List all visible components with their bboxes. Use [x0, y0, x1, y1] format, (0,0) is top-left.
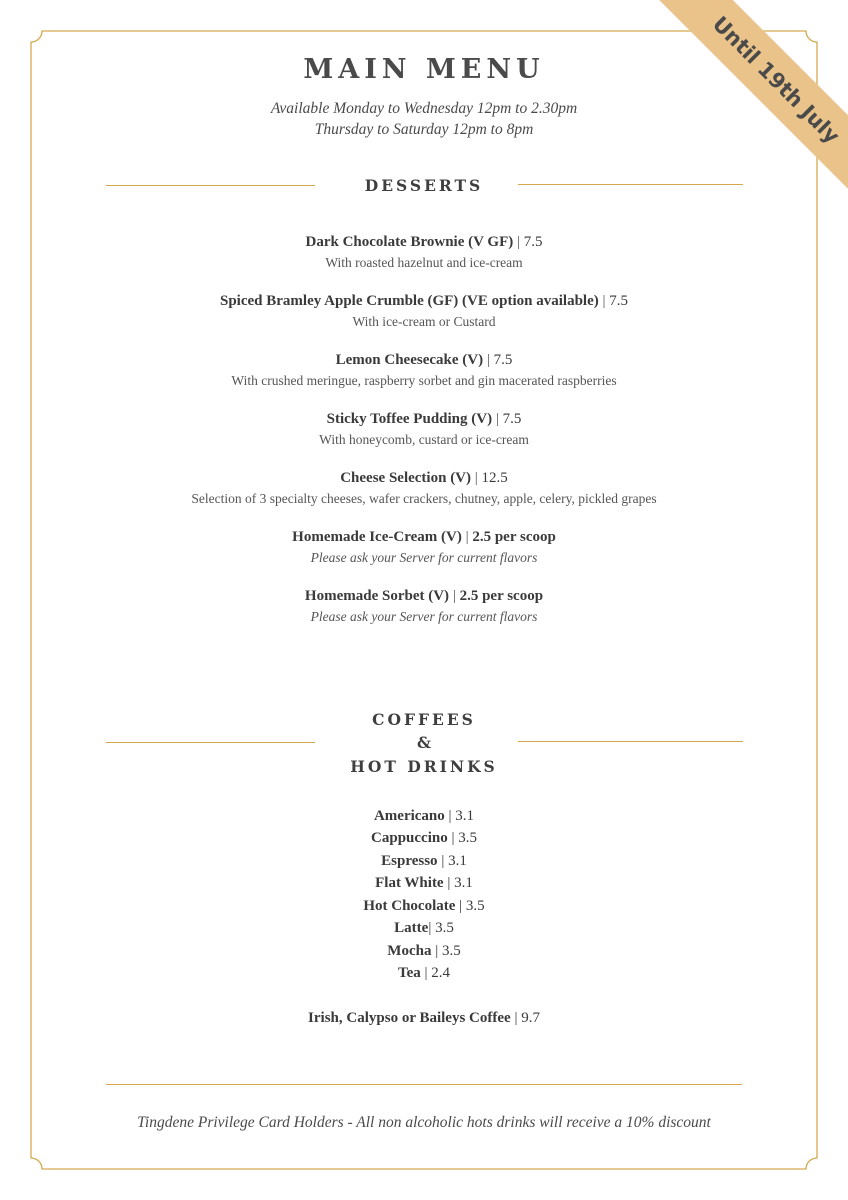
- drink-name: Hot Chocolate: [363, 898, 456, 914]
- drink-price: 3.1: [448, 853, 467, 869]
- dessert-price: 7.5: [523, 234, 543, 250]
- dessert-name: Spiced Bramley Apple Crumble (GF) (VE option available): [219, 293, 599, 309]
- hot-drinks-heading: HOT DRINKS: [350, 757, 498, 776]
- footer-rule: [106, 1084, 742, 1085]
- dessert-item-name: Lemon Cheesecake (V) | 7.5: [335, 352, 513, 368]
- drink-item: Irish, Calypso or Baileys Coffee | 9.7: [308, 1010, 540, 1026]
- drink-item: Tea | 2.4: [397, 965, 451, 981]
- dessert-price: 12.5: [481, 470, 508, 486]
- drink-price: 3.1: [454, 875, 473, 891]
- dessert-item-name: Homemade Ice-Cream (V) | 2.5 per scoop: [292, 529, 556, 545]
- coffees-rule-left: [106, 742, 315, 743]
- dessert-name: Cheese Selection (V): [340, 470, 472, 486]
- dessert-description: Selection of 3 specialty cheeses, wafer crackers, chutney, apple, celery, pickled grapes: [191, 491, 657, 506]
- dessert-item-name: Spiced Bramley Apple Crumble (GF) (VE option available) | 7.5: [219, 293, 628, 309]
- dessert-description: With roasted hazelnut and ice-cream: [325, 255, 523, 270]
- dessert-name: Homemade Ice-Cream (V): [292, 529, 462, 545]
- dessert-name: Dark Chocolate Brownie (V GF): [305, 234, 514, 250]
- dessert-price: 7.5: [609, 293, 628, 309]
- drink-item: Cappuccino | 3.5: [371, 830, 477, 846]
- drink-price: 2.4: [431, 965, 451, 981]
- drink-name: Cappuccino: [371, 830, 448, 846]
- drink-name: Americano: [373, 808, 445, 824]
- page-title: MAIN MENU: [303, 54, 545, 85]
- drink-price: 9.7: [521, 1010, 540, 1026]
- dessert-price: 2.5 per scoop: [459, 588, 544, 604]
- footer-discount-note: Tingdene Privilege Card Holders - All non alcoholic hots drinks will receive a 10% discount: [137, 1114, 711, 1131]
- dessert-item-name: Sticky Toffee Pudding (V) | 7.5: [326, 411, 522, 427]
- dessert-item-name: Cheese Selection (V) | 12.5: [340, 470, 508, 486]
- dessert-name: Lemon Cheesecake (V): [335, 352, 484, 368]
- dessert-description: Please ask your Server for current flavors: [310, 609, 538, 624]
- dessert-price: 7.5: [493, 352, 513, 368]
- drink-price: 3.5: [458, 830, 477, 846]
- desserts-heading: DESSERTS: [364, 176, 484, 195]
- ribbon-label: Until 19th July: [652, 0, 848, 200]
- dessert-name: Sticky Toffee Pudding (V): [326, 411, 493, 427]
- dessert-price: 2.5 per scoop: [472, 529, 556, 545]
- drink-price: 3.1: [455, 808, 475, 824]
- dessert-price: 7.5: [502, 411, 522, 427]
- dessert-item-name: Dark Chocolate Brownie (V GF) | 7.5: [305, 234, 543, 250]
- drink-item: Latte| 3.5: [394, 920, 454, 936]
- drink-name: Irish, Calypso or Baileys Coffee: [308, 1010, 511, 1026]
- dessert-name: Homemade Sorbet (V): [304, 588, 450, 604]
- dessert-item-name: Homemade Sorbet (V) | 2.5 per scoop: [304, 588, 544, 604]
- coffees-rule-right: [518, 741, 743, 742]
- hours-line-2: Thursday to Saturday 12pm to 8pm: [314, 121, 534, 138]
- drink-item: Americano | 3.1: [373, 808, 475, 824]
- drink-price: 3.5: [465, 898, 485, 914]
- hours-line-1: Available Monday to Wednesday 12pm to 2.30pm: [270, 100, 578, 117]
- drink-price: 3.5: [441, 943, 461, 959]
- drink-price: 3.5: [435, 920, 454, 936]
- drink-name: Mocha: [387, 943, 432, 959]
- coffees-heading-ampersand: &: [417, 733, 431, 752]
- drink-item: Mocha | 3.5: [387, 943, 461, 959]
- dessert-description: With crushed meringue, raspberry sorbet and gin macerated raspberries: [231, 373, 617, 388]
- drink-name: Flat White: [375, 875, 444, 891]
- drink-item: Espresso | 3.1: [381, 853, 467, 869]
- dessert-description: With honeycomb, custard or ice-cream: [319, 432, 529, 447]
- drink-name: Tea: [397, 965, 421, 981]
- dessert-description: With ice-cream or Custard: [352, 314, 496, 329]
- dessert-description: Please ask your Server for current flavors: [310, 550, 538, 565]
- drink-item: Flat White | 3.1: [375, 875, 473, 891]
- drink-name: Espresso: [381, 853, 438, 869]
- coffees-heading: COFFEES: [372, 710, 476, 729]
- drink-item: Hot Chocolate | 3.5: [363, 898, 485, 914]
- drink-name: Latte: [394, 920, 429, 936]
